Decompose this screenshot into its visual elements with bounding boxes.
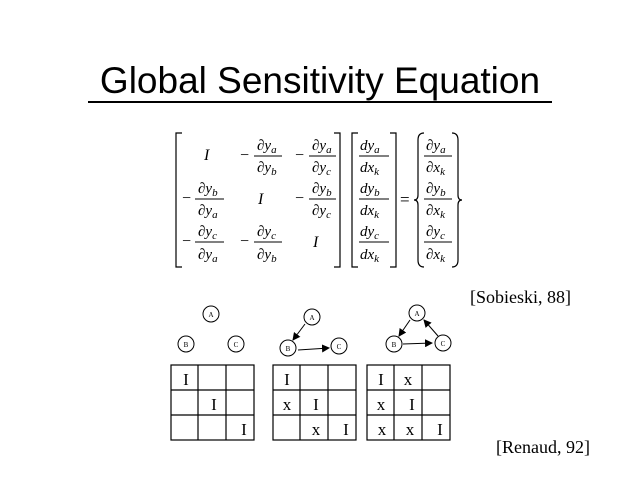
table-cell: x [377, 420, 387, 439]
svg-text:∂yb: $\partial y_b$ [312, 181, 332, 199]
graph-node-b [386, 336, 402, 352]
graph-node-b [178, 336, 194, 352]
svg-text:∂yc: $\partial y_c$ [198, 224, 217, 242]
matrix-entry-b-a [182, 181, 224, 221]
rhs-dyb-dxk [424, 181, 452, 221]
svg-text:∂yb: $\partial y_b$ [257, 160, 277, 178]
equals-sign: = [400, 190, 410, 209]
slide-title: Global Sensitivity Equation [99, 60, 541, 101]
table-cell: I [378, 370, 384, 389]
svg-text:A: A [309, 314, 315, 322]
citation-sobieski: [Sobieski, 88] [470, 287, 571, 307]
rhs-dyc-dxk [424, 224, 452, 265]
table-cell: x [311, 420, 321, 439]
graph-sequential [280, 309, 347, 356]
svg-text:∂ya: $\partial y_a$ [257, 138, 277, 156]
matrix-identity-3: I [313, 234, 319, 251]
table-cell: I [241, 420, 247, 439]
rhs-right-brace [452, 133, 462, 267]
svg-text:C: C [440, 340, 446, 348]
svg-text:∂yc: $\partial y_c$ [312, 203, 331, 221]
table-cell: I [211, 395, 217, 414]
svg-text:∂ya: $\partial y_a$ [198, 247, 218, 265]
svg-text:dyb: $dy_b$ [360, 181, 380, 199]
rhs-dya-dxk [424, 138, 452, 178]
svg-text:A: A [414, 310, 420, 318]
graph-edge-c-a [424, 320, 438, 336]
graph-node-c [331, 338, 347, 354]
svg-text:dxk: $dx_k$ [360, 160, 380, 178]
svg-text:dxk: $dx_k$ [360, 247, 380, 265]
matrix-right-bracket [334, 133, 340, 267]
svg-text:∂yc: $\partial y_c$ [426, 224, 445, 242]
unknowns-right-bracket [390, 133, 396, 267]
svg-text:dyc: $dy_c$ [360, 224, 380, 242]
unknown-dyb-dxk [359, 181, 389, 221]
table-cell: I [409, 395, 415, 414]
svg-text:−: − [295, 190, 305, 207]
graph-node-c [228, 336, 244, 352]
svg-text:−: − [182, 233, 192, 250]
svg-text:∂yb: $\partial y_b$ [257, 247, 277, 265]
citation-renaud: [Renaud, 92] [496, 437, 590, 457]
unknown-dyc-dxk [359, 224, 389, 265]
svg-text:−: − [240, 147, 250, 164]
svg-text:C: C [233, 341, 239, 349]
svg-text:−: − [240, 233, 250, 250]
matrix-identity-2: I [258, 191, 264, 208]
svg-text:B: B [391, 341, 397, 349]
matrix-entry-a-c [295, 138, 336, 178]
svg-text:∂yb: $\partial y_b$ [426, 181, 446, 199]
svg-text:C: C [336, 343, 342, 351]
table-cell: I [343, 420, 349, 439]
svg-text:−: − [295, 147, 305, 164]
svg-text:B: B [183, 341, 189, 349]
table-cell: x [403, 370, 413, 389]
graph-edge-b-c [298, 348, 329, 350]
svg-text:∂xk: $\partial x_k$ [426, 160, 445, 178]
matrix-entry-a-b [240, 138, 282, 178]
rhs-left-brace [414, 133, 424, 267]
graph-edge-a-b [293, 324, 305, 340]
svg-text:∂xk: $\partial x_k$ [426, 203, 445, 221]
graph-uncoupled [178, 306, 244, 352]
svg-text:∂yb: $\partial y_b$ [198, 181, 218, 199]
graph-node-b [280, 340, 296, 356]
svg-text:B: B [285, 345, 291, 353]
graph-edge-b-c [403, 343, 432, 344]
matrix-entry-c-b [240, 224, 282, 265]
graph-node-a [409, 305, 425, 321]
table-cell: I [183, 370, 189, 389]
svg-text:−: − [182, 190, 192, 207]
unknowns-left-bracket [352, 133, 358, 267]
table-cell: x [405, 420, 415, 439]
table-cell: x [282, 395, 292, 414]
table-cell: x [376, 395, 386, 414]
graph-node-c [435, 335, 451, 351]
matrix-entry-b-c [295, 181, 336, 221]
svg-text:∂ya: $\partial y_a$ [312, 138, 332, 156]
svg-text:∂ya: $\partial y_a$ [198, 203, 218, 221]
graph-edge-a-b [399, 320, 410, 336]
svg-text:∂yc: $\partial y_c$ [257, 224, 276, 242]
unknown-dya-dxk [359, 138, 389, 178]
matrix-identity-1: I [204, 147, 210, 164]
svg-text:∂xk: $\partial x_k$ [426, 247, 445, 265]
table-cell: I [313, 395, 319, 414]
svg-text:dya: $dy_a$ [360, 138, 380, 156]
svg-text:∂ya: $\partial y_a$ [426, 138, 446, 156]
table-cell: I [437, 420, 443, 439]
svg-text:dxk: $dx_k$ [360, 203, 380, 221]
graph-node-a [304, 309, 320, 325]
matrix-entry-c-a [182, 224, 224, 265]
graph-node-a [203, 306, 219, 322]
svg-text:A: A [208, 311, 214, 319]
graph-coupled [386, 305, 451, 352]
svg-text:∂yc: $\partial y_c$ [312, 160, 331, 178]
table-cell: I [284, 370, 290, 389]
